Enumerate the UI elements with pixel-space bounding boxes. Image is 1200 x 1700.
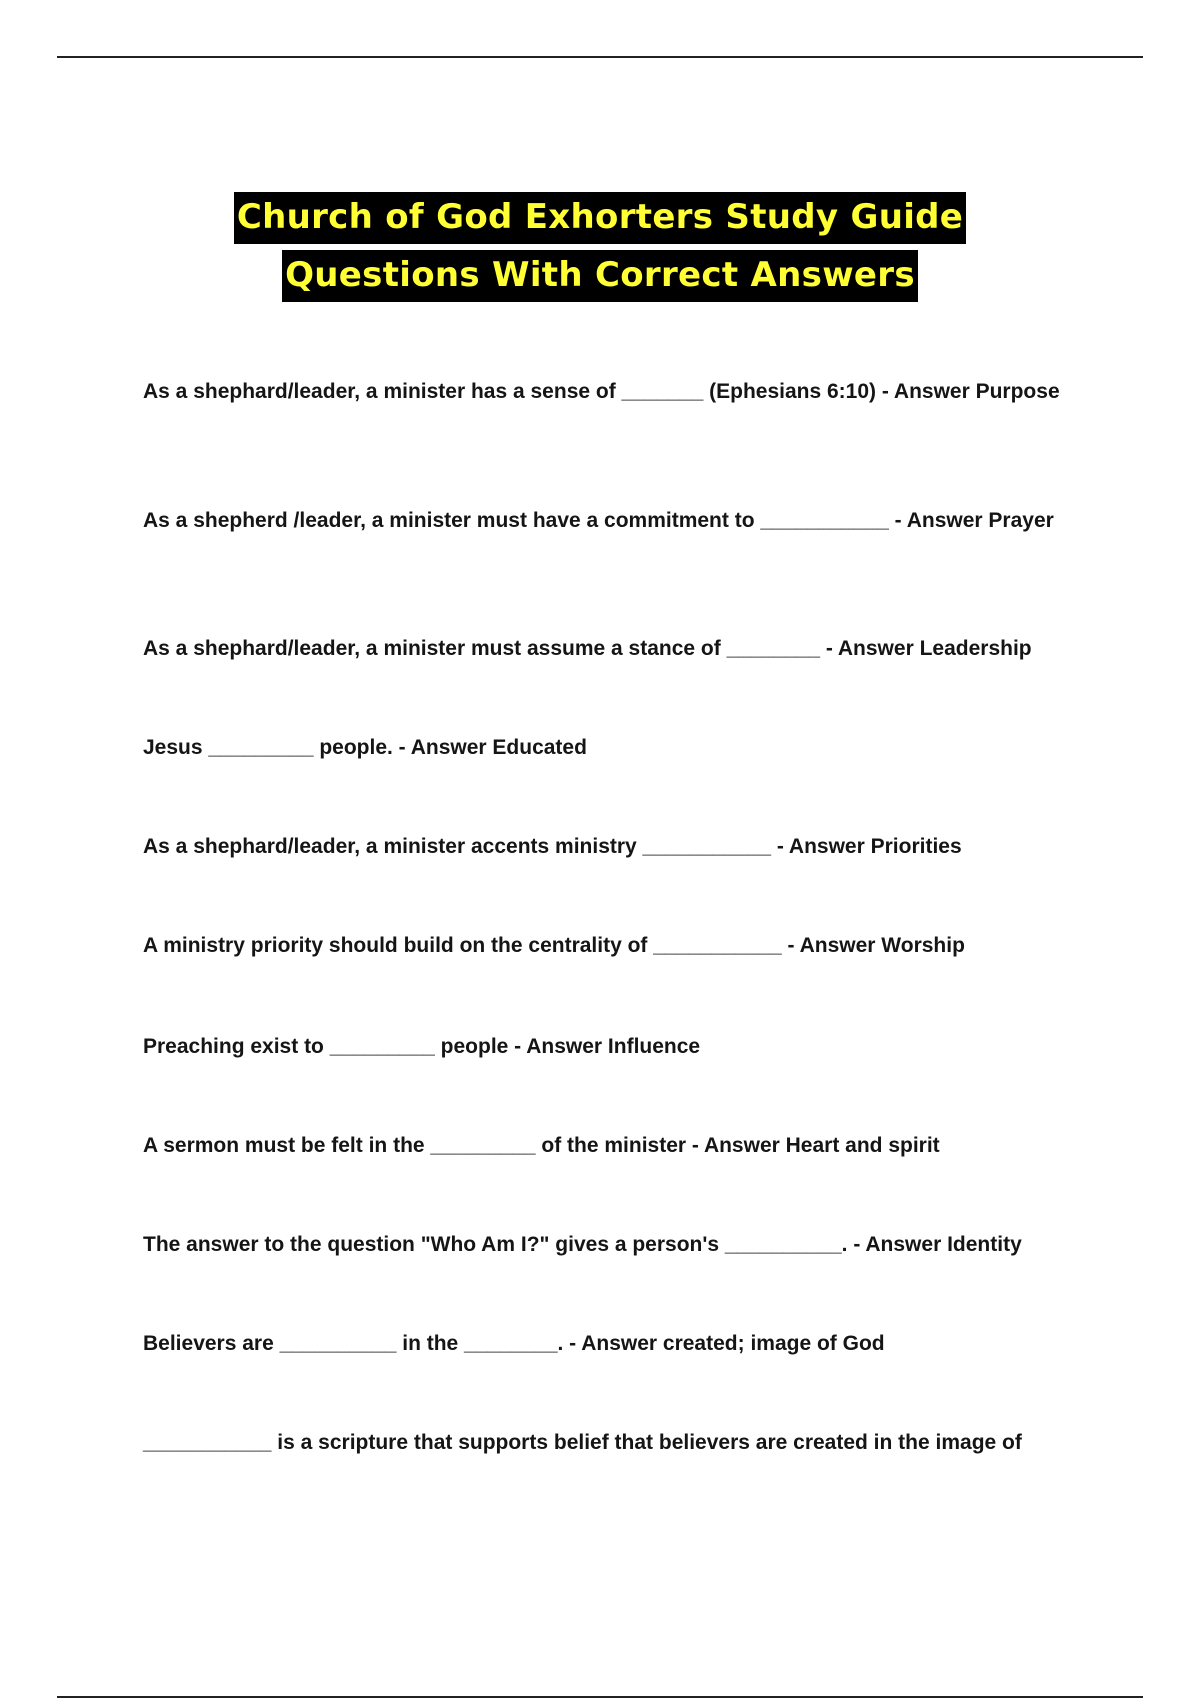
qa-item-11: ___________ is a scripture that supports belief that believers are created in the image of <box>143 1431 1022 1454</box>
qa-item-1: As a shephard/leader, a minister has a sense of _______ (Ephesians 6:10) - Answer Purpose <box>143 380 1060 403</box>
qa-item-6: A ministry priority should build on the centrality of ___________ - Answer Worship <box>143 934 965 957</box>
title-line-2: Questions With Correct Answers <box>282 250 918 302</box>
qa-item-7: Preaching exist to _________ people - Answer Influence <box>143 1035 701 1058</box>
title-line-1: Church of God Exhorters Study Guide <box>234 192 966 244</box>
header-rule <box>57 56 1143 58</box>
qa-item-2: As a shepherd /leader, a minister must have a commitment to ___________ - Answer Prayer <box>143 509 1054 532</box>
qa-item-8: A sermon must be felt in the _________ of the minister - Answer Heart and spirit <box>143 1134 940 1157</box>
qa-item-9: The answer to the question "Who Am I?" gives a person's __________. - Answer Identity <box>143 1233 1022 1256</box>
footer-rule <box>57 1696 1143 1698</box>
document-title <box>0 192 1200 302</box>
qa-item-10: Believers are __________ in the ________. - Answer created; image of God <box>143 1332 885 1355</box>
qa-item-5: As a shephard/leader, a minister accents ministry ___________ - Answer Priorities <box>143 835 962 858</box>
qa-item-4: Jesus _________ people. - Answer Educated <box>143 736 587 759</box>
qa-item-3: As a shephard/leader, a minister must assume a stance of ________ - Answer Leadership <box>143 637 1032 660</box>
